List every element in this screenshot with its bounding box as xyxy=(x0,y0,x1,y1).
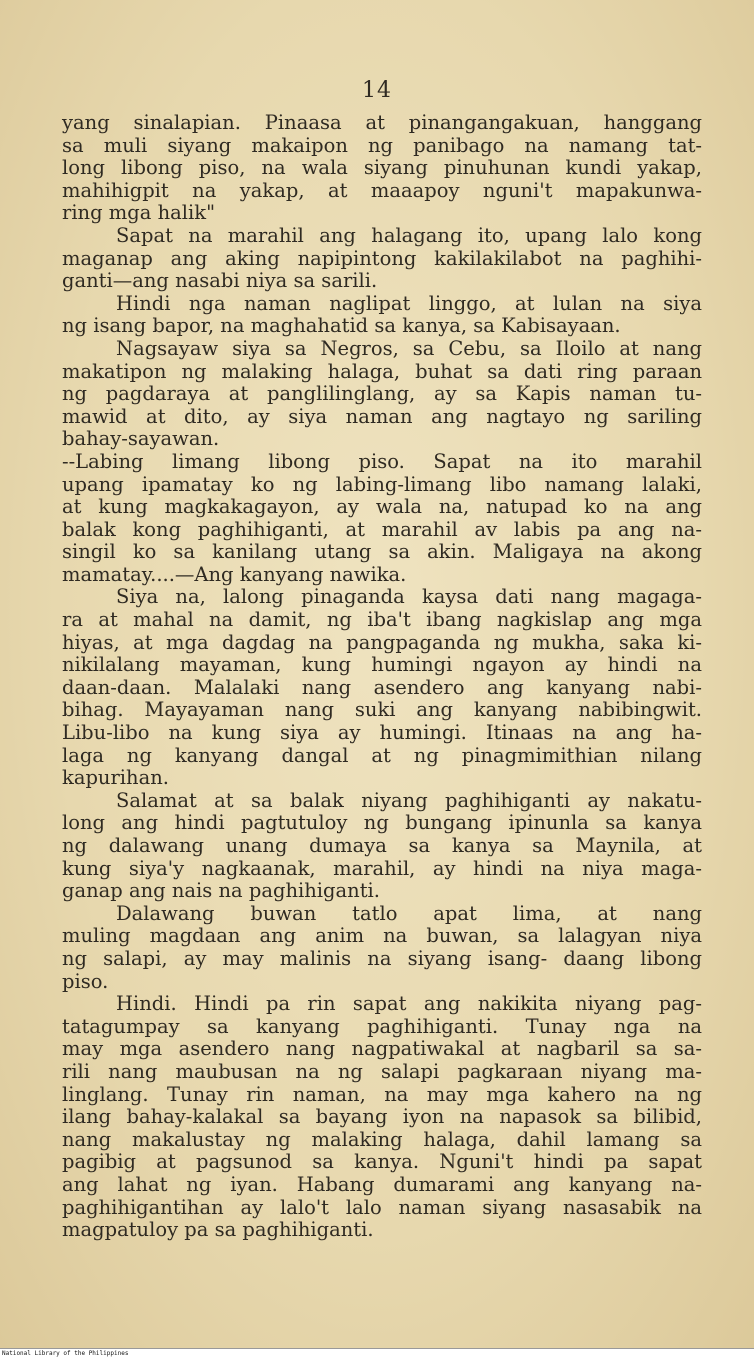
text-line: Siya na, lalong pinaganda kaysa dati nang magaga- xyxy=(116,585,702,609)
text-line: ng dalawang unang dumaya sa kanya sa Maynila, at xyxy=(62,834,702,857)
footer-bar xyxy=(0,1348,754,1359)
text-line: balak kong paghihiganti, at marahil av labis pa ang na- xyxy=(62,517,702,541)
text-line: sa muli siyang makaipon ng panibago na namang tat- xyxy=(62,133,702,157)
paragraph xyxy=(62,586,702,789)
text-line: makatipon ng malaking halaga, buhat sa dati ring paraan xyxy=(62,359,702,383)
text-line: Salamat at sa balak niyang paghihiganti ay nakatu- xyxy=(116,788,702,812)
text-line: nikilalang mayaman, kung humingi ngayon ay hindi na xyxy=(62,653,702,677)
text-line: --Labing limang libong piso. Sapat na ito marahil xyxy=(62,449,702,473)
paragraph xyxy=(62,903,702,993)
text-line: ganap ang nais na paghihiganti. xyxy=(62,879,380,903)
text-line: rili nang maubusan na ng salapi pagkaraan niyang ma- xyxy=(62,1059,702,1083)
text-line: mahihigpit na yakap, at maaapoy nguni't mapakunwa- xyxy=(62,178,702,202)
text-line: may mga asendero nang nagpatiwakal at nagbaril sa sa- xyxy=(62,1037,702,1061)
text-line: Hindi nga naman naglipat linggo, at lulan na siya xyxy=(116,291,702,315)
text-line: pagibig at pagsunod sa kanya. Nguni't hindi pa sapat xyxy=(62,1150,702,1174)
paragraph xyxy=(62,112,702,225)
text-line: kapurihan. xyxy=(62,766,169,790)
text-line: ilang bahay-kalakal sa bayang iyon na napasok sa bilibid, xyxy=(62,1105,702,1129)
text-line: laga ng kanyang dangal at ng pinagmimithian nilang xyxy=(62,743,702,767)
text-line: ng pagdaraya at panglilinglang, ay sa Kapis naman tu- xyxy=(62,382,702,406)
text-line: paghihigantihan ay lalo't lalo naman siyang nasasabik na xyxy=(62,1195,702,1219)
paragraph xyxy=(62,338,702,451)
text-line: Libu-libo na kung siya ay humingi. Itinaas na ang ha- xyxy=(62,721,702,745)
text-line: tatagumpay sa kanyang paghihiganti. Tunay nga na xyxy=(62,1014,702,1038)
text-line: Hindi. Hindi pa rin sapat ang nakikita niyang pag- xyxy=(116,992,702,1016)
text-line: bihag. Mayayaman nang suki ang kanyang nabibingwit. xyxy=(62,698,702,722)
text-line: bahay-sayawan. xyxy=(62,427,220,451)
text-line: Sapat na marahil ang halagang ito, upang lalo kong xyxy=(116,223,702,247)
text-line: ng salapi, ay may malinis na siyang isang- daang libong xyxy=(62,946,702,970)
text-line: mamatay....—Ang kanyang nawika. xyxy=(62,562,407,586)
text-line: muling magdaan ang anim na buwan, sa lalagyan niya xyxy=(62,924,702,948)
text-line: ng isang bapor, na maghahatid sa kanya, sa Kabisayaan. xyxy=(62,314,621,338)
text-line: ganti—ang nasabi niya sa sarili. xyxy=(62,269,378,293)
text-line: Nagsayaw siya sa Negros, sa Cebu, sa Iloilo at nang xyxy=(116,336,702,360)
paragraph xyxy=(62,451,702,587)
body-text xyxy=(62,112,702,1242)
text-line: ang lahat ng iyan. Habang dumarami ang kanyang na- xyxy=(62,1172,702,1196)
text-line: piso. xyxy=(62,969,109,993)
text-line: nang makalustay ng malaking halaga, dahil lamang sa xyxy=(62,1127,702,1151)
text-line: maganap ang aking napipintong kakilakilabot na paghihi- xyxy=(62,246,702,270)
text-line: linglang. Tunay rin naman, na may mga kahero na ng xyxy=(62,1082,702,1106)
text-line: long libong piso, na wala siyang pinuhunan kundi yakap, xyxy=(62,156,702,180)
text-line: at kung magkakagayon, ay wala na, natupad ko na ang xyxy=(62,495,702,519)
text-line: kung siya'y nagkaanak, marahil, ay hindi na niya maga- xyxy=(62,856,702,880)
paragraph xyxy=(62,790,702,903)
text-line: mawid at dito, ay siya naman ang nagtayo ng sariling xyxy=(62,404,702,428)
library-credit: National Library of the Philippines xyxy=(2,1350,129,1357)
paragraph xyxy=(62,993,702,1242)
page-number: 14 xyxy=(362,78,392,103)
text-line: hiyas, at mga dagdag na pangpaganda ng mukha, saka ki- xyxy=(62,630,702,654)
text-line: Dalawang buwan tatlo apat lima, at nang xyxy=(116,901,702,925)
text-line: daan-daan. Malalaki nang asendero ang kanyang nabi- xyxy=(62,675,702,699)
text-line: ra at mahal na damit, ng iba't ibang nagkislap ang mga xyxy=(62,608,702,632)
paragraph xyxy=(62,225,702,293)
text-line: yang sinalapian. Pinaasa at pinangangakuan, hanggang xyxy=(62,111,702,134)
paragraph xyxy=(62,293,702,338)
text-line: upang ipamatay ko ng labing-limang libo namang lalaki, xyxy=(62,472,702,496)
text-line: magpatuloy pa sa paghihiganti. xyxy=(62,1218,374,1242)
text-line: long ang hindi pagtutuloy ng bungang ipinunla sa kanya xyxy=(62,811,702,835)
text-line: ring mga halik" xyxy=(62,201,216,225)
text-line: singil ko sa kanilang utang sa akin. Maligaya na akong xyxy=(62,540,702,564)
